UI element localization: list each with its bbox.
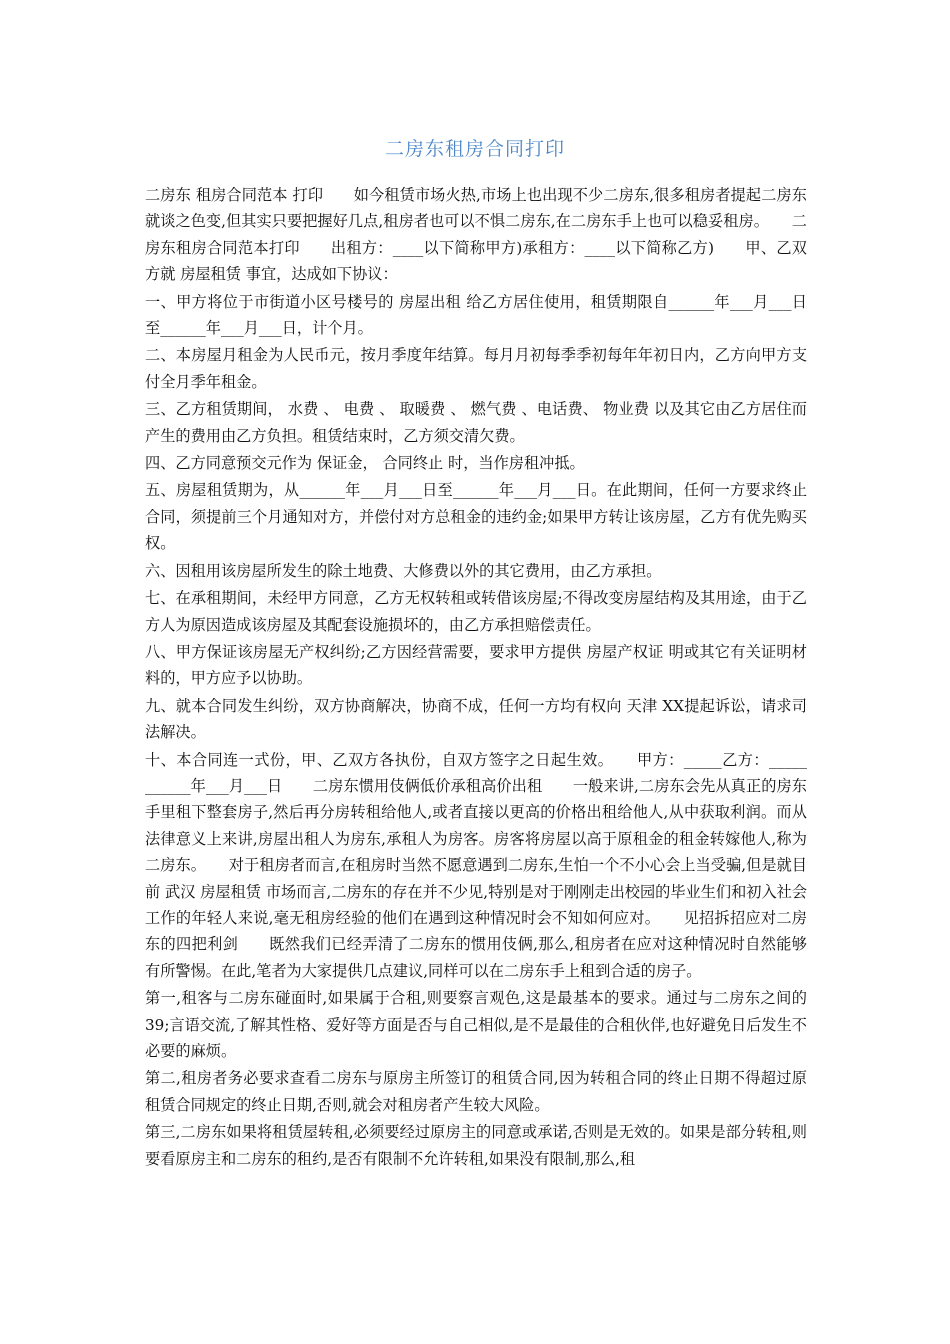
- document-body: [145, 182, 838, 1172]
- paragraph-intro: 二房东 租房合同范本 打印 如今租赁市场火热,市场上也出现不少二房东,很多租房者提起二房东就谈之色变,但其实只要把握好几点,租房者也可以不惧二房东,在二房东手上也可以稳妥租房。 二房东租房合同范本打印 出租方：____以下简称甲方)承租方：____以下简称乙方) 甲、乙双方就 房屋租赁 事宜，达成如下协议：: [145, 186, 807, 284]
- paragraph-clause-8: 八、甲方保证该房屋无产权纠纷;乙方因经营需要，要求甲方提供 房屋产权证 明或其它有关证明材料的，甲方应予以协助。: [145, 642, 807, 688]
- paragraph-clause-2: 二、本房屋月租金为人民币元，按月季度年结算。每月月初每季季初每年年初日内，乙方向甲方支付全月季年租金。: [145, 346, 807, 391]
- paragraph-tip-2: 第二,租房者务必要求查看二房东与原房主所签订的租赁合同,因为转租合同的终止日期不得超过原租赁合同规定的终止日期,否则,就会对租房者产生较大风险。: [145, 1069, 807, 1114]
- paragraph-clause-3: 三、乙方租赁期间， 水费 、 电费 、 取暖费 、 燃气费 、电话费、 物业费 以及其它由乙方居住而产生的费用由乙方负担。租赁结束时，乙方须交清欠费。: [145, 400, 807, 445]
- paragraph-clause-9: 九、就本合同发生纠纷，双方协商解决，协商不成，任何一方均有权向 天津 XX提起诉讼，请求司法解决。: [145, 696, 807, 742]
- paragraph-clause-10: 十、本合同连一式份，甲、乙双方各执份，自双方签字之日起生效。 甲方：_____乙方：_____ ______年___月___日 二房东惯用伎俩低价承租高价出租 一般来讲,二房东会先从真正的房东手里租下整套房子,然后再分房转租给他人,或者直接以更高的价格出租给他人,从中获取利润。而从法律意义上来讲,房屋出租人为房东,承租人为房客。房客将房屋以高于原租金的租金转嫁他人,称为二房东。 对于租房者而言,在租房时当然不愿意遇到二房东,生怕一个不小心会上当受骗,但是就目前 武汉 房屋租赁 市场而言,二房东的存在并不少见,特别是对于刚刚走出校园的毕业生们和初入社会工作的年轻人来说,毫无租房经验的他们在遇到这种情况时会不知如何应对。 见招拆招应对二房东的四把利剑 既然我们已经弄清了二房东的惯用伎俩,那么,租房者在应对这种情况时自然能够有所警惕。在此,笔者为大家提供几点建议,同样可以在二房东手上租到合适的房子。: [145, 750, 838, 980]
- paragraph-clause-5: 五、房屋租赁期为，从______年___月___日至______年___月___日。在此期间，任何一方要求终止合同，须提前三个月通知对方，并偿付对方总租金的违约金;如果甲方转让该房屋，乙方有优先购买权。: [145, 481, 807, 553]
- paragraph-clause-4: 四、乙方同意预交元作为 保证金， 合同终止 时，当作房租冲抵。: [145, 454, 585, 473]
- paragraph-clause-6: 六、因租用该房屋所发生的除土地费、大修费以外的其它费用，由乙方承担。: [145, 561, 662, 580]
- document-title: 二房东租房合同打印: [384, 138, 565, 160]
- paragraph-tip-3: 第三,二房东如果将租赁屋转租,必须要经过原房主的同意或承诺,否则是无效的。如果是部分转租,则要看原房主和二房东的租约,是否有限制不允许转租,如果没有限制,那么,租: [145, 1123, 807, 1168]
- paragraph-clause-7: 七、在承租期间，未经甲方同意，乙方无权转租或转借该房屋;不得改变房屋结构及其用途，由于乙方人为原因造成该房屋及其配套设施损坏的，由乙方承担赔偿责任。: [145, 589, 807, 634]
- paragraph-tip-1: 第一,租客与二房东碰面时,如果属于合租,则要察言观色,这是最基本的要求。通过与二房东之间的39;言语交流,了解其性格、爱好等方面是否与自己相似,是不是最佳的合租伙伴,也好避免日后发生不必要的麻烦。: [145, 989, 807, 1060]
- paragraph-clause-1: 一、甲方将位于市街道小区号楼号的 房屋出租 给乙方居住使用，租赁期限自______年___月___日至______年___月___日，计个月。: [145, 292, 807, 338]
